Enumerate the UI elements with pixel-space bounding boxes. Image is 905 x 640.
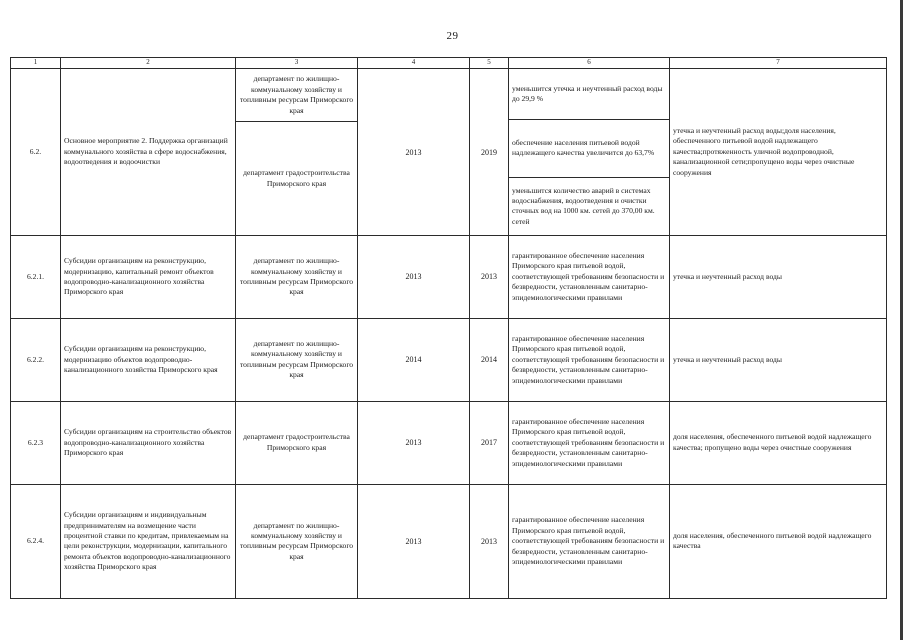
item-name: Основное мероприятие 2. Поддержка организаций коммунального хозяйства в сфере водоснабжения, водоотведения и водоочистки (61, 69, 236, 236)
table-row (11, 484, 887, 598)
indicators: утечка и неучтенный расход воды (670, 318, 887, 401)
scan-edge-divider (900, 0, 903, 640)
column-number: 1 (11, 58, 61, 69)
executor: департамент по жилищно-коммунальному хозяйству и топливным ресурсам Приморского края (239, 74, 354, 115)
end-year: 2019 (470, 69, 509, 236)
table-row (11, 401, 887, 484)
expected-result: уменьшится количество аварий в системах водоснабжения, водоотведения и очистки сточных вод на 1000 км. сетей до 370,00 км. сетей (509, 177, 669, 235)
column-number: 6 (509, 58, 670, 69)
indicators: утечка и неучтенный расход воды;доля населения, обеспеченного питьевой водой надлежащего качества;протяженность уличной водопроводной, канализационной сети;пропущено воды через очистные сооружения (670, 69, 887, 236)
end-year: 2013 (470, 236, 509, 319)
item-name: Субсидии организациям и индивидуальным предпринимателям на возмещение части процентной ставки по кредитам, привлекаемым на цели реконструкции, модернизации, капитального ремонта объектов водопроводно-канализационного хозяйства Приморского края (61, 484, 236, 598)
page-number: 29 (446, 30, 459, 42)
end-year: 2013 (470, 484, 509, 598)
table-row (11, 236, 887, 319)
item-number: 6.2.1. (11, 236, 61, 319)
executor: департамент по жилищно-коммунальному хозяйству и топливным ресурсам Приморского края (236, 484, 358, 598)
expected-result: гарантированное обеспечение населения Приморского края питьевой водой, соответствующей требованиям безопасности и безвредности, установленным санитарно-эпидемиологическими правилами (509, 401, 670, 484)
indicators: доля населения, обеспеченного питьевой водой надлежащего качества (670, 484, 887, 598)
executor: департамент по жилищно-коммунальному хозяйству и топливным ресурсам Приморского края (236, 318, 358, 401)
table-row (11, 69, 887, 236)
start-year: 2014 (358, 318, 470, 401)
item-name: Субсидии организациям на реконструкцию, модернизацию объектов водопроводно-канализационного хозяйства Приморского края (61, 318, 236, 401)
column-number: 2 (61, 58, 236, 69)
expected-result: уменьшится утечка и неучтенный расход воды до 29,9 % (512, 83, 663, 103)
item-name: Субсидии организациям на строительство объектов водопроводно-канализационного хозяйства Приморского края (61, 401, 236, 484)
indicators: утечка и неучтенный расход воды (670, 236, 887, 319)
end-year: 2017 (470, 401, 509, 484)
start-year: 2013 (358, 484, 470, 598)
column-number-row (11, 58, 887, 69)
item-number: 6.2. (11, 69, 61, 236)
column-number: 5 (470, 58, 509, 69)
column-number: 4 (358, 58, 470, 69)
column-number: 3 (236, 58, 358, 69)
results-cell (509, 69, 670, 236)
executor: департамент градостроительства Приморского края (236, 401, 358, 484)
column-number: 7 (670, 58, 887, 69)
expected-result: гарантированное обеспечение населения Приморского края питьевой водой, соответствующей требованиям безопасности и безвредности, установленным санитарно-эпидемиологическими правилами (509, 236, 670, 319)
item-name: Субсидии организациям на реконструкцию, модернизацию, капитальный ремонт объектов водопроводно-канализационного хозяйства Приморского края (61, 236, 236, 319)
executors-cell (236, 69, 358, 236)
end-year: 2014 (470, 318, 509, 401)
program-table (10, 57, 887, 599)
expected-result: обеспечение населения питьевой водой надлежащего качества увеличится до 63,7% (509, 119, 669, 177)
indicators: доля населения, обеспеченного питьевой водой надлежащего качества; пропущено воды через очистные сооружения (670, 401, 887, 484)
table-row (11, 318, 887, 401)
start-year: 2013 (358, 236, 470, 319)
executor: департамент по жилищно-коммунальному хозяйству и топливным ресурсам Приморского края (236, 236, 358, 319)
item-number: 6.2.3 (11, 401, 61, 484)
item-number: 6.2.4. (11, 484, 61, 598)
item-number: 6.2.2. (11, 318, 61, 401)
executor: департамент градостроительства Приморского края (236, 121, 357, 235)
start-year: 2013 (358, 69, 470, 236)
start-year: 2013 (358, 401, 470, 484)
expected-result: гарантированное обеспечение населения Приморского края питьевой водой, соответствующей требованиям безопасности и безвредности, установленным санитарно-эпидемиологическими правилами (509, 318, 670, 401)
expected-result: гарантированное обеспечение населения Приморского края питьевой водой, соответствующей требованиям безопасности и безвредности, установленным санитарно-эпидемиологическими правилами (509, 484, 670, 598)
